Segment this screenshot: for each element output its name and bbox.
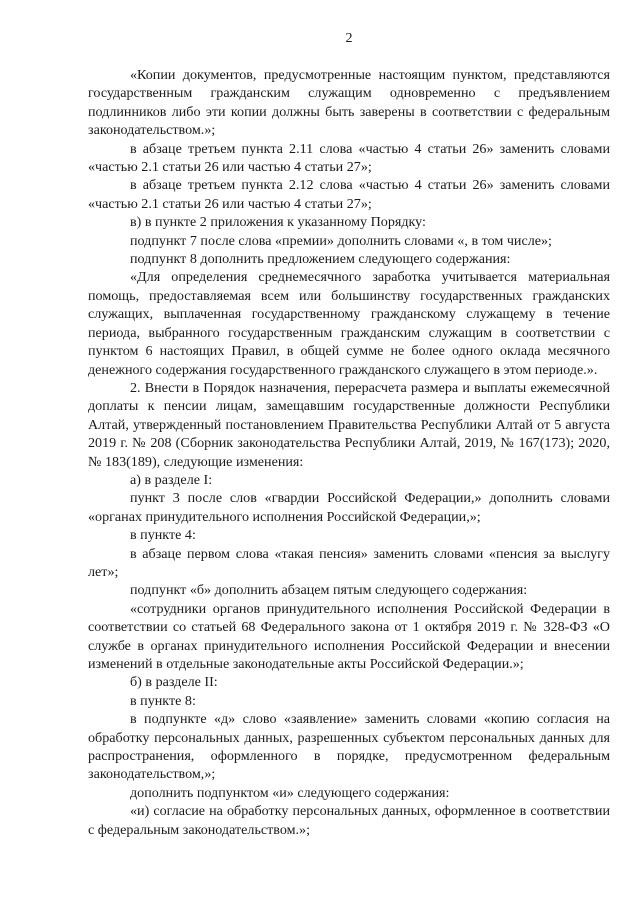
paragraph: в абзаце третьем пункта 2.11 слова «частью 4 статьи 26» заменить словами «частью 2.1 статьи 26 или частью 4 статьи 27»; [88,140,610,176]
document-body [88,66,610,839]
paragraph: в) в пункте 2 приложения к указанному Порядку: [130,214,426,231]
paragraph: подпункт «б» дополнить абзацем пятым следующего содержания: [130,582,528,599]
paragraph: «сотрудники органов принудительного исполнения Российской Федерации в соответствии со статьей 68 Федерального закона от 1 октября 2019 г. № 328-ФЗ «О службе в органах принудительного исполнения Российской Федерации и внесении изменений в отдельные законодательные акты Российской Федерации.»; [88,600,610,672]
paragraph: «Копии документов, предусмотренные настоящим пунктом, представляются государственным гражданским служащим одновременно с предъявлением подлинников либо эти копии должны быть заверены в соответствии с федеральным законодательством.»; [88,67,610,139]
paragraph: подпункт 8 дополнить предложением следующего содержания: [130,251,511,268]
paragraph: дополнить подпунктом «и» следующего содержания: [130,784,450,801]
paragraph: в подпункте «д» слово «заявление» заменить словами «копию согласия на обработку персональных данных, разрешенных субъектом персональных данных для распространения, оформленного в порядке, предусмотренном федеральным законодательством,»; [88,711,610,783]
paragraph: в абзаце первом слова «такая пенсия» заменить словами «пенсия за выслугу лет»; [88,545,610,580]
page-number: 2 [345,31,353,46]
paragraph: подпункт 7 после слова «премии» дополнить словами «, в том числе»; [130,232,552,249]
paragraph: 2. Внести в Порядок назначения, перерасчета размера и выплаты ежемесячной доплаты к пенсии лицам, замещавшим государственные должности Республики Алтай, утвержденный постановлением Правительства Республики Алтай от 5 августа 2019 г. № 208 (Сборник законодательства Республики Алтай, 2019, № 167(173); 2020, № 183(189), следующие изменения: [88,379,610,470]
paragraph: в пункте 4: [130,527,196,544]
paragraph: пункт 3 после слов «гвардии Российской Федерации,» дополнить словами «органах принудительного исполнения Российской Федерации,»; [88,490,610,525]
paragraph: б) в разделе II: [130,674,218,691]
paragraph: в пункте 8: [130,692,196,709]
paragraph: «и) согласие на обработку персональных данных, оформленное в соответствии с федеральным законодательством.»; [88,803,610,838]
paragraph: в абзаце третьем пункта 2.12 слова «частью 4 статьи 26» заменить словами «частью 2.1 статьи 26 или частью 4 статьи 27»; [88,177,610,212]
paragraph: а) в разделе I: [130,471,213,488]
paragraph: «Для определения среднемесячного заработка учитывается материальная помощь, предоставляемая всем или большинству государственных гражданских служащих, выплаченная государственному гражданскому служащему в течение периода, выбранного государственным гражданским служащим в соответствии с пунктом 6 настоящих Правил, в общей сумме не более одного оклада месячного денежного содержания государственного гражданского служащего в этом периоде.». [88,269,610,378]
